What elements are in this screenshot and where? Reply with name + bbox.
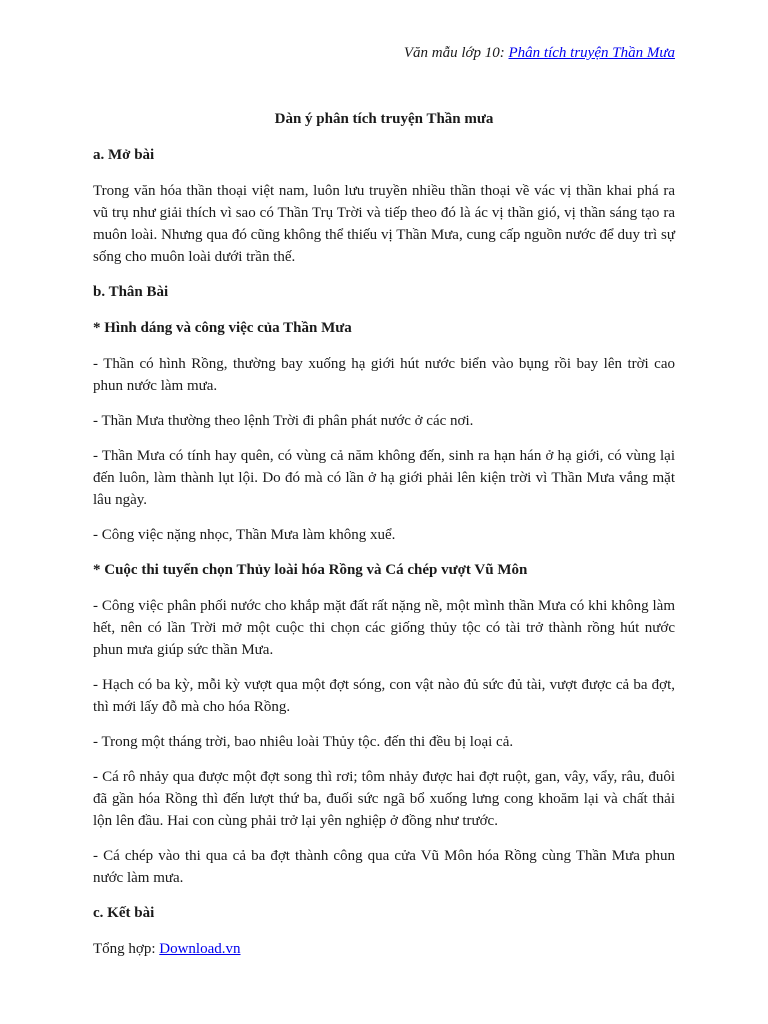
footer-source-link[interactable]: Download.vn (159, 941, 241, 957)
section-b-heading: b. Thân Bài (93, 284, 169, 300)
header-prefix: Văn mẫu lớp 10: (403, 45, 509, 61)
section-a-paragraph: Trong văn hóa thần thoại việt nam, luôn lưu truyền nhiều thần thoại về vác vị thần khai phá ra vũ trụ như giải thích vì sao có Thần Trụ Trời và tiếp theo đó là ác vị thần gió, vị thần sáng tạo ra muôn loài. Nhưng qua đó cũng không thể thiếu vị Thần Mưa, cung cấp nguồn nước để duy trì sự sống cho muôn loài dưới trần thế. (93, 183, 675, 265)
subsection-2-paragraph: - Trong một tháng trời, bao nhiêu loài Thủy tộc. đến thi đều bị loại cả. (93, 734, 514, 750)
subsection-2-paragraph: - Cá chép vào thi qua cả ba đợt thành công qua cửa Vũ Môn hóa Rồng cùng Thần Mưa phun nước làm mưa. (93, 848, 675, 886)
page-footer (93, 938, 675, 960)
section-a-heading: a. Mở bài (93, 147, 155, 163)
subsection-2-heading: * Cuộc thi tuyển chọn Thủy loài hóa Rồng và Cá chép vượt Vũ Môn (93, 562, 528, 578)
header-article-link[interactable]: Phân tích truyện Thần Mưa (508, 45, 675, 61)
footer-prefix: Tổng hợp: (93, 941, 160, 957)
section-c-heading: c. Kết bài (93, 905, 155, 921)
document-body (93, 108, 675, 960)
document-title: Dàn ý phân tích truyện Thần mưa (274, 111, 494, 127)
subsection-1-paragraph: - Thần có hình Rồng, thường bay xuống hạ giới hút nước biển vào bụng rồi bay lên trời cao phun nước làm mưa. (93, 356, 675, 394)
subsection-2-paragraph: - Hạch có ba kỳ, mỗi kỳ vượt qua một đợt sóng, con vật nào đủ sức đủ tài, vượt được cả ba đợt, thì mới lấy đỗ mà cho hóa Rồng. (93, 677, 675, 715)
subsection-1-paragraph: - Thần Mưa có tính hay quên, có vùng cả năm không đến, sinh ra hạn hán ở hạ giới, có vùng lại đến luôn, làm thành lụt lội. Do đó mà có lần ở hạ giới phải lên kiện trời vì Thần Mưa vắng mặt lâu ngày. (93, 448, 675, 508)
subsection-1-paragraph: - Thần Mưa thường theo lệnh Trời đi phân phát nước ở các nơi. (93, 413, 474, 429)
subsection-2-paragraph: - Công việc phân phối nước cho khắp mặt đất rất nặng nề, một mình thần Mưa có khi không làm hết, nên có lần Trời mở một cuộc thi chọn các giống thủy tộc có tài trở thành rồng hút nước phun mưa giúp sức thần Mưa. (93, 598, 675, 658)
subsection-1-heading: * Hình dáng và công việc của Thần Mưa (93, 320, 352, 336)
subsection-1-paragraph: - Công việc nặng nhọc, Thần Mưa làm không xuể. (93, 527, 396, 543)
page-header (404, 43, 675, 63)
subsection-2-paragraph: - Cá rô nhảy qua được một đợt song thì rơi; tôm nhảy được hai đợt ruột, gan, vây, vẩy, râu, đuôi đã gần hóa Rồng thì đến lượt thứ ba, đuối sức ngã bổ xuống lưng cong khoăm lại và chất thải lộn lên đầu. Hai con cùng phải trở lại yên nghiệp ở đồng như trước. (93, 769, 675, 829)
